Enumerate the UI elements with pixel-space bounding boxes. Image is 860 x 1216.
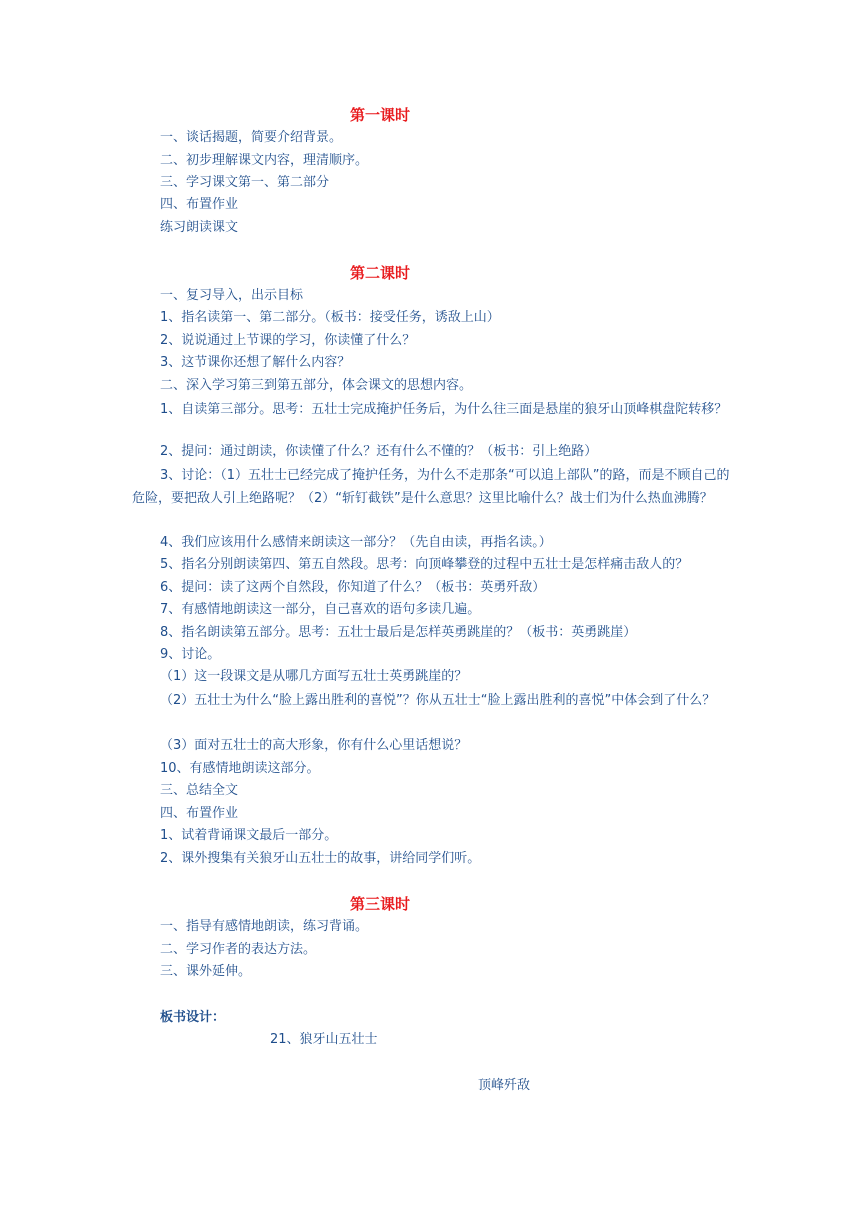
lesson1-item-2: 二、初步理解课文内容，理清顺序。 bbox=[160, 153, 369, 168]
lesson2-line: 10、有感情地朗读这部分。 bbox=[160, 761, 320, 776]
lesson2-line: 4、我们应该用什么感情来朗读这一部分？（先自由读，再指名读。） bbox=[160, 535, 552, 550]
lesson1-item-3: 三、学习课文第一、第二部分 bbox=[160, 175, 330, 190]
lesson2-line: （1）这一段课文是从哪几方面写五壮士英勇跳崖的？ bbox=[160, 669, 468, 684]
lesson3-title: 第三课时 bbox=[349, 895, 410, 913]
board-item: 顶峰歼敌 bbox=[478, 1078, 531, 1093]
lesson2-line: 3、这节课你还想了解什么内容？ bbox=[160, 355, 351, 370]
lesson2-line: 1、试着背诵课文最后一部分。 bbox=[160, 828, 338, 843]
lesson2-line: 一、复习导入，出示目标 bbox=[160, 288, 304, 303]
lesson2-line: 三、总结全文 bbox=[160, 783, 239, 798]
lesson2-title: 第二课时 bbox=[349, 264, 410, 282]
board-label: 板书设计： bbox=[160, 1010, 226, 1025]
lesson2-paragraph: （2）五壮士为什么“脸上露出胜利的喜悦”？你从五壮士“脸上露出胜利的喜悦”中体会到了什么？ bbox=[160, 693, 716, 708]
lesson2-line: 四、布置作业 bbox=[160, 806, 239, 821]
lesson1-item-5: 练习朗读课文 bbox=[160, 220, 239, 235]
lesson2-line: 5、指名分别朗读第四、第五自然段。思考：向顶峰攀登的过程中五壮士是怎样痛击敌人的？ bbox=[160, 557, 689, 572]
lesson3-item-3: 三、课外延伸。 bbox=[160, 964, 252, 979]
lesson1-title: 第一课时 bbox=[349, 106, 410, 124]
lesson2-line: 二、深入学习第三到第五部分，体会课文的思想内容。 bbox=[160, 378, 473, 393]
lesson2-line: 6、提问：读了这两个自然段，你知道了什么？（板书：英勇歼敌） bbox=[160, 580, 546, 595]
lesson2-line: 2、提问：通过朗读，你读懂了什么？还有什么不懂的？（板书：引上绝路） bbox=[160, 444, 598, 459]
lesson2-paragraph: 1、自读第三部分。思考：五壮士完成掩护任务后，为什么往三面是悬崖的狼牙山顶峰棋盘陀转移？ bbox=[160, 402, 728, 417]
lesson2-line: 2、说说通过上节课的学习，你读懂了什么？ bbox=[160, 333, 416, 348]
lesson2-line: 7、有感情地朗读这一部分，自己喜欢的语句多读几遍。 bbox=[160, 602, 481, 617]
board-title: 21、狼牙山五壮士 bbox=[270, 1032, 378, 1047]
lesson2-line: 1、指名读第一、第二部分。（板书：接受任务，诱敌上山） bbox=[160, 310, 500, 325]
lesson1-item-4: 四、布置作业 bbox=[160, 197, 239, 212]
lesson2-line: 2、课外搜集有关狼牙山五壮士的故事，讲给同学们听。 bbox=[160, 851, 481, 866]
lesson2-line: （3）面对五壮士的高大形象，你有什么心里话想说？ bbox=[160, 738, 468, 753]
lesson1-item-1: 一、谈话揭题，简要介绍背景。 bbox=[160, 130, 343, 145]
lesson2-line: 9、讨论。 bbox=[160, 647, 221, 662]
lesson3-item-2: 二、学习作者的表达方法。 bbox=[160, 942, 317, 957]
lesson3-item-1: 一、指导有感情地朗读，练习背诵。 bbox=[160, 919, 369, 934]
lesson2-line: 8、指名朗读第五部分。思考：五壮士最后是怎样英勇跳崖的？（板书：英勇跳崖） bbox=[160, 625, 637, 640]
lesson2-paragraph: 3、讨论：（1）五壮士已经完成了掩护任务，为什么不走那条“可以追上部队”的路，而是不顾自己的危险，要把敌人引上绝路呢？（2）“斩钉截铁”是什么意思？这里比喻什么？战士们为什么热血沸腾？ bbox=[132, 468, 730, 506]
